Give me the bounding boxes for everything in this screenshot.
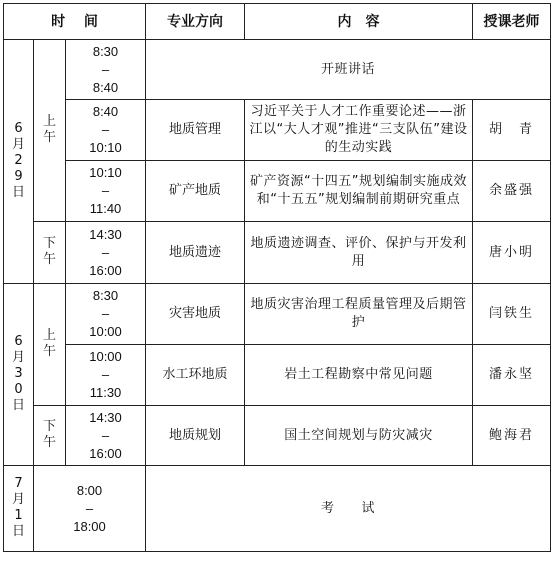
time-end: 11:30 bbox=[89, 385, 122, 400]
time-cell bbox=[66, 406, 146, 466]
teacher-cell: 余盛强 bbox=[473, 161, 551, 222]
content-cell: 矿产资源“十四五”规划编制实施成效和“十五五”规划编制前期研究重点 bbox=[245, 161, 473, 222]
time-sep: – bbox=[101, 367, 110, 382]
time-cell bbox=[66, 345, 146, 406]
time-cell bbox=[66, 100, 146, 161]
content-cell: 考 试 bbox=[146, 466, 551, 552]
period-label: 下午 bbox=[42, 236, 56, 267]
date-cell bbox=[4, 284, 34, 466]
header-major: 专业方向 bbox=[146, 4, 245, 40]
table-row bbox=[4, 100, 551, 161]
date-label: 6月29日 bbox=[11, 121, 25, 200]
time-end: 11:40 bbox=[89, 201, 122, 216]
table-row bbox=[4, 222, 551, 284]
training-schedule-table bbox=[3, 3, 551, 552]
teacher-cell: 唐小明 bbox=[473, 222, 551, 284]
period-cell bbox=[34, 406, 66, 466]
content-cell: 岩土工程勘察中常见问题 bbox=[245, 345, 473, 406]
time-start: 10:10 bbox=[89, 165, 122, 180]
time-start: 14:30 bbox=[89, 409, 122, 425]
major-cell: 地质管理 bbox=[146, 100, 245, 161]
time-end: 18:00 bbox=[73, 518, 106, 534]
time-end: 8:40 bbox=[92, 79, 119, 95]
period-label: 上午 bbox=[42, 328, 56, 359]
time-end: 16:00 bbox=[89, 262, 122, 278]
date-cell bbox=[4, 40, 34, 284]
period-cell bbox=[34, 284, 66, 406]
time-cell bbox=[66, 222, 146, 284]
content-cell: 地质灾害治理工程质量管理及后期管护 bbox=[245, 284, 473, 345]
date-cell bbox=[4, 466, 34, 552]
teacher-cell: 鲍海君 bbox=[473, 406, 551, 466]
major-cell: 灾害地质 bbox=[146, 284, 245, 345]
period-label: 上午 bbox=[42, 114, 56, 145]
time-end: 10:10 bbox=[89, 140, 122, 155]
date-label: 7月1日 bbox=[11, 476, 25, 539]
content-cell: 国土空间规划与防灾减灾 bbox=[245, 406, 473, 466]
time-cell bbox=[66, 284, 146, 345]
date-label: 6月30日 bbox=[11, 334, 25, 413]
time-start: 8:40 bbox=[92, 104, 119, 119]
major-cell: 地质规划 bbox=[146, 406, 245, 466]
time-sep: – bbox=[101, 244, 110, 260]
time-cell bbox=[66, 40, 146, 100]
time-sep: – bbox=[101, 306, 110, 321]
teacher-cell: 胡 青 bbox=[473, 100, 551, 161]
header-content: 内 容 bbox=[245, 4, 473, 40]
time-cell bbox=[34, 466, 146, 552]
time-sep: – bbox=[101, 183, 110, 198]
major-cell: 水工环地质 bbox=[146, 345, 245, 406]
content-cell: 习近平关于人才工作重要论述——浙江以“大人才观”推进“三支队伍”建设的生动实践 bbox=[245, 100, 473, 161]
header-row bbox=[4, 4, 551, 40]
table-row bbox=[4, 406, 551, 466]
major-cell: 地质遗迹 bbox=[146, 222, 245, 284]
table-row bbox=[4, 284, 551, 345]
time-sep: – bbox=[101, 427, 110, 443]
teacher-cell: 潘永坚 bbox=[473, 345, 551, 406]
time-start: 8:30 bbox=[92, 43, 119, 59]
table-row bbox=[4, 345, 551, 406]
period-cell bbox=[34, 222, 66, 284]
table-row bbox=[4, 161, 551, 222]
content-cell: 开班讲话 bbox=[146, 40, 551, 100]
time-sep: – bbox=[85, 500, 94, 516]
period-label: 下午 bbox=[42, 419, 56, 450]
major-cell: 矿产地质 bbox=[146, 161, 245, 222]
time-end: 16:00 bbox=[89, 445, 122, 461]
table-row bbox=[4, 466, 551, 552]
teacher-cell: 闫铁生 bbox=[473, 284, 551, 345]
header-time: 时 间 bbox=[4, 4, 146, 40]
time-start: 14:30 bbox=[89, 226, 122, 242]
table-row bbox=[4, 40, 551, 100]
time-start: 8:00 bbox=[76, 482, 103, 498]
time-end: 10:00 bbox=[89, 324, 122, 339]
content-cell: 地质遗迹调查、评价、保护与开发利用 bbox=[245, 222, 473, 284]
time-cell bbox=[66, 161, 146, 222]
time-sep: – bbox=[101, 61, 110, 77]
time-start: 10:00 bbox=[89, 349, 122, 364]
period-cell bbox=[34, 40, 66, 222]
time-start: 8:30 bbox=[92, 288, 119, 303]
time-sep: – bbox=[101, 122, 110, 137]
header-teacher: 授课老师 bbox=[473, 4, 551, 40]
